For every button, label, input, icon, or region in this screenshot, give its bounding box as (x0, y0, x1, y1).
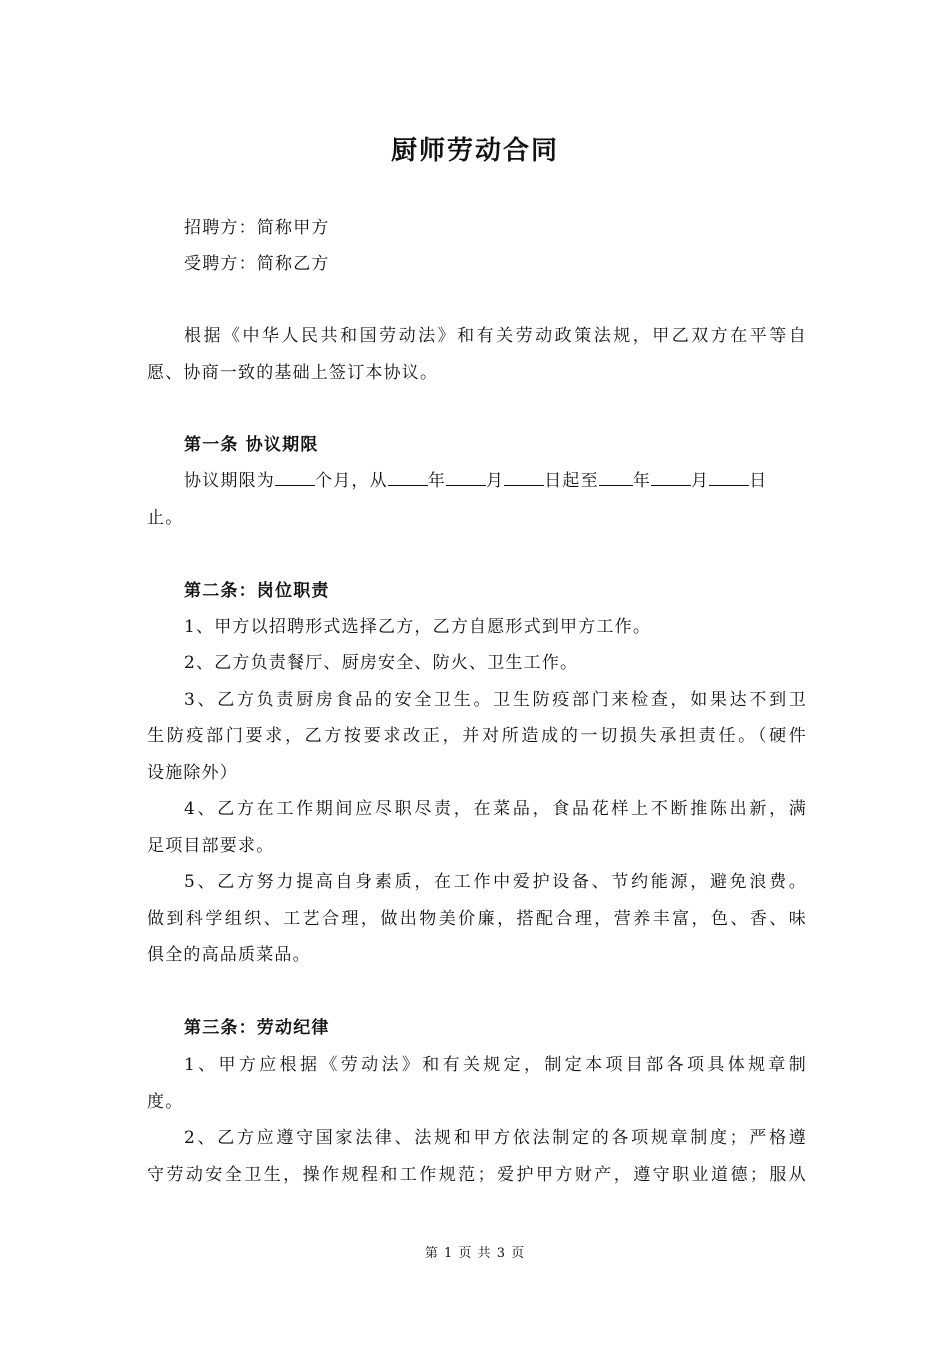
document-title: 厨师劳动合同 (390, 136, 559, 166)
term-text-6: 年 (632, 471, 652, 491)
preamble-line-2: 愿、协商一致的基础上签订本协议。 (147, 363, 439, 383)
article2-line: 5、乙方努力提高自身素质，在工作中爱护设备、节约能源，避免浪费。 (184, 872, 807, 892)
article2-line: 1、甲方以招聘形式选择乙方，乙方自愿形式到甲方工作。 (184, 617, 652, 637)
article3-line: 2、乙方应遵守国家法律、法规和甲方依法制定的各项规章制度；严格遵 (184, 1128, 807, 1148)
blank-end-year[interactable] (599, 470, 633, 486)
article1-heading: 第一条 协议期限 (184, 435, 319, 455)
term-text-4: 月 (486, 471, 505, 491)
term-text-5: 日起至 (544, 471, 599, 491)
article3-line: 度。 (147, 1092, 184, 1112)
article3-line: 守劳动安全卫生，操作规程和工作规范；爱护甲方财产，遵守职业道德；服从 (147, 1165, 807, 1185)
article2-line: 4、乙方在工作期间应尽职尽责，在菜品，食品花样上不断推陈出新，满 (184, 799, 807, 819)
article2-heading: 第二条：岗位职责 (184, 581, 330, 601)
blank-end-month[interactable] (651, 470, 691, 486)
article2-line: 俱全的高品质菜品。 (147, 945, 311, 965)
article2-line: 生防疫部门要求，乙方按要求改正，并对所造成的一切损失承担责任。（硬件 (147, 726, 807, 746)
article2-line: 足项目部要求。 (147, 836, 275, 856)
blank-start-month[interactable] (446, 470, 486, 486)
article1-term-line (184, 470, 807, 492)
term-text-2: 个月，从 (315, 471, 388, 491)
term-text-7: 月 (691, 471, 710, 491)
blank-start-day[interactable] (504, 470, 544, 486)
term-text-1: 协议期限为 (184, 471, 275, 491)
term-text-3: 年 (427, 471, 447, 491)
blank-end-day[interactable] (709, 470, 749, 486)
preamble-line-1: 根据《中华人民共和国劳动法》和有关劳动政策法规，甲乙双方在平等自 (184, 326, 807, 346)
article2-line: 做到科学组织、工艺合理，做出物美价廉，搭配合理，营养丰富，色、香、味 (147, 909, 807, 929)
article3-heading: 第三条：劳动纪律 (184, 1018, 330, 1038)
blank-months[interactable] (275, 470, 315, 486)
page-footer: 第 1 页 共 3 页 (424, 1246, 526, 1261)
employee-line: 受聘方：简称乙方 (184, 254, 330, 274)
article2-line: 设施除外） (147, 763, 238, 783)
term-text-8: 日 (749, 471, 768, 491)
article2-line: 2、乙方负责餐厅、厨房安全、防火、卫生工作。 (184, 653, 579, 673)
employer-line: 招聘方：简称甲方 (184, 218, 330, 238)
article3-line: 1、甲方应根据《劳动法》和有关规定，制定本项目部各项具体规章制 (184, 1055, 807, 1075)
article1-term-line-2: 止。 (147, 508, 184, 528)
article2-line: 3、乙方负责厨房食品的安全卫生。卫生防疫部门来检查，如果达不到卫 (184, 690, 807, 710)
blank-start-year[interactable] (388, 470, 428, 486)
